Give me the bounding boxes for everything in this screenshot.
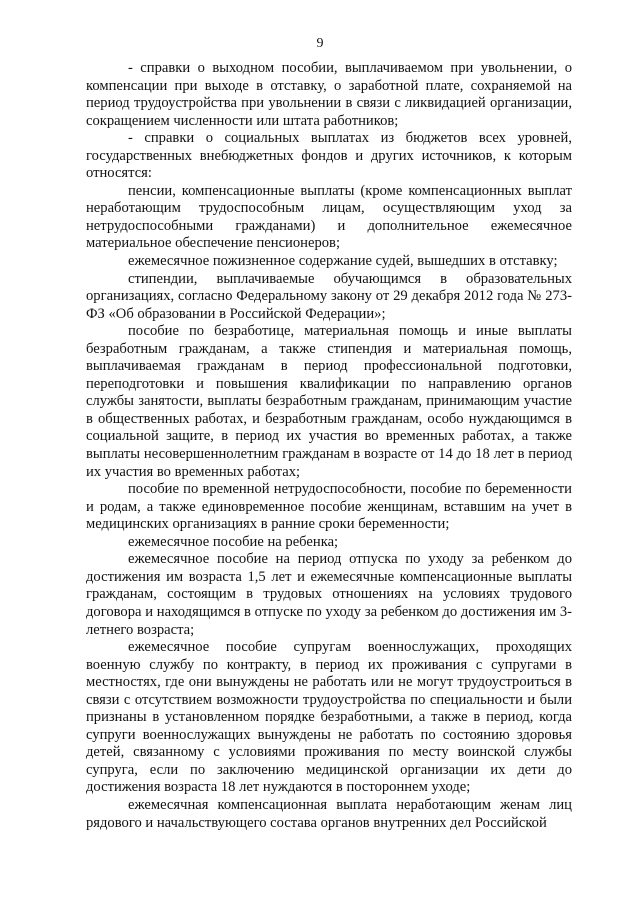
- paragraph-judges-allowance: ежемесячное пожизненное содержание судей, вышедших в отставку;: [128, 253, 558, 270]
- paragraph-social-payments-certificates: - справки о социальных выплатах из бюджетов всех уровней, государственных внебюджетных фондов и других источников, к которым относятся:: [86, 130, 572, 182]
- document-body: [86, 60, 572, 832]
- paragraph-parental-leave-allowance: ежемесячное пособие на период отпуска по уходу за ребенком до достижения им возраста 1,5 лет и ежемесячные компенсационные выплаты гражданам, состоящим в трудовых отношениях на условиях трудового договора и находящимся в отпуске по уходу за ребенком до достижения им 3-летнего возраста;: [86, 551, 572, 638]
- paragraph-severance-certificates: - справки о выходном пособии, выплачиваемом при увольнении, о компенсации при выходе в отставку, о заработной плате, сохраняемой на период трудоустройства при увольнении в связи с ликвидацией организации, сокращением численности или штата работников;: [86, 60, 572, 129]
- page-number: 9: [316, 36, 324, 51]
- paragraph-unemployment-benefits: пособие по безработице, материальная помощь и иные выплаты безработным гражданам, а также стипендия и материальная помощь, выплачиваемая гражданам в период профессиональной подготовки, переподготовки и повышения квалификации по направлению органов службы занятости, выплаты безработным гражданам, принимающим участие в общественных работах, и безработным гражданам, особо нуждающимся в социальной защите, в период их участия во временных работах, а также выплаты несовершеннолетним гражданам в возрасте от 14 до 18 лет в период их участия во временных работах;: [86, 323, 572, 480]
- paragraph-compensation-wives: ежемесячная компенсационная выплата неработающим женам лиц рядового и начальствующего состава органов внутренних дел Российской: [86, 796, 572, 831]
- paragraph-scholarships: стипендии, выплачиваемые обучающимся в образовательных организациях, согласно Федеральному закону от 29 декабря 2012 года № 273-ФЗ «Об образовании в Российской Федерации»;: [86, 270, 572, 322]
- paragraph-disability-maternity-benefits: пособие по временной нетрудоспособности, пособие по беременности и родам, а также единовременное пособие женщинам, вставшим на учет в медицинских организациях в ранние сроки беременности;: [86, 481, 572, 533]
- paragraph-pensions: пенсии, компенсационные выплаты (кроме компенсационных выплат неработающим трудоспособным лицам, осуществляющим уход за нетрудоспособными гражданами) и дополнительное ежемесячное материальное обеспечение пенсионеров;: [86, 182, 572, 252]
- paragraph-child-allowance: ежемесячное пособие на ребенка;: [128, 533, 339, 550]
- paragraph-military-spouses-allowance: ежемесячное пособие супругам военнослужащих, проходящих военную службу по контракту, в период их проживания с супругами в местностях, где они вынуждены не работать или не могут трудоустроиться в связи с отсутствием возможности трудоустройства по специальности и были признаны в установленном порядке безработными, а также в период, когда супруги военнослужащих вынуждены не работать по состоянию здоровья детей, связанному с условиями проживания по месту воинской службы супруга, если по заключению медицинской организации их дети до достижения возраста 18 лет нуждаются в постороннем уходе;: [86, 639, 572, 796]
